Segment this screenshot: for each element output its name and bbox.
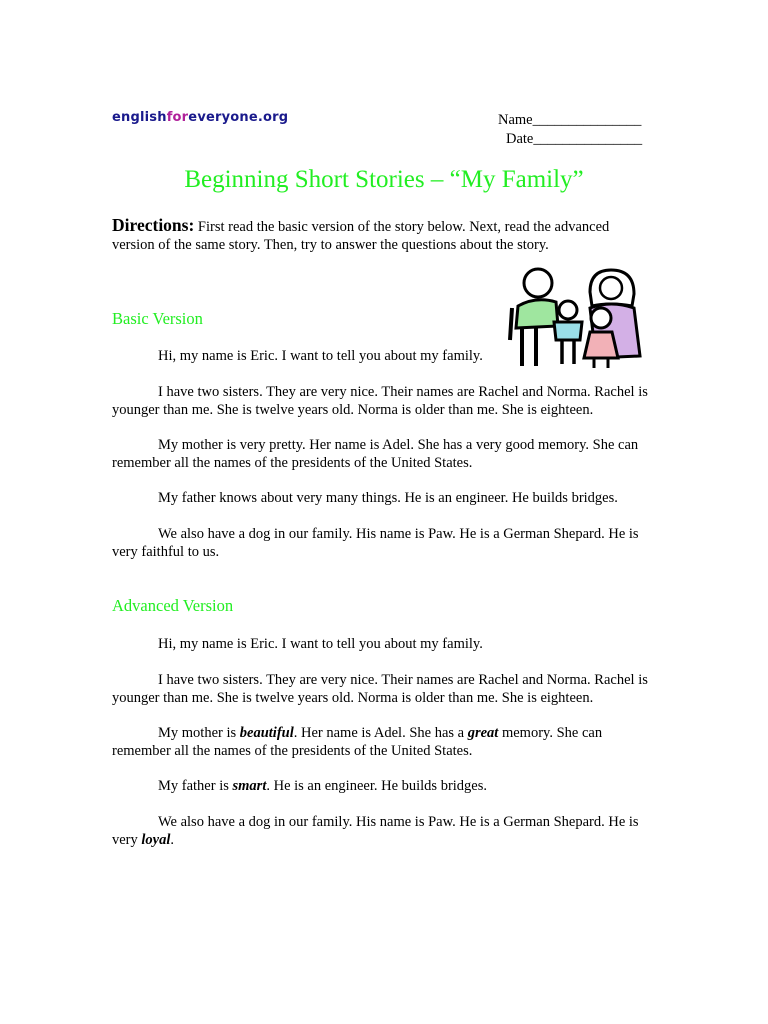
directions-text: First read the basic version of the story below. Next, read the advanced version of the same story. Then, try to answer the questions about the story.	[112, 219, 610, 253]
page-title: Beginning Short Stories – “My Family”	[184, 166, 584, 193]
directions	[112, 216, 652, 254]
basic-paragraph-5: We also have a dog in our family. His name is Paw. He is a German Shepard. He is very faithful to us.	[112, 526, 639, 560]
logo-part-everyone: everyone.org	[188, 110, 289, 125]
logo-part-english: english	[112, 110, 167, 125]
basic-version-heading: Basic Version	[112, 309, 203, 328]
basic-paragraph-2: I have two sisters. They are very nice. Their names are Rachel and Norma. Rachel is younger than me. She is twelve years old. Norma is older than me. She is eighteen.	[112, 384, 648, 418]
advanced-paragraph-3: My mother is beautiful. Her name is Adel. She has a great memory. She can remember all the names of the presidents of the United States.	[112, 725, 603, 759]
basic-paragraph-1: Hi, my name is Eric. I want to tell you about my family.	[158, 348, 483, 364]
emphasis-loyal: loyal	[141, 832, 171, 848]
advanced-paragraph-4: My father is smart. He is an engineer. He builds bridges.	[158, 778, 488, 794]
date-line: Date_______________	[506, 131, 643, 147]
name-date-block	[498, 111, 642, 149]
advanced-paragraph-1: Hi, my name is Eric. I want to tell you about my family.	[158, 636, 483, 652]
advanced-paragraph-5: We also have a dog in our family. His name is Paw. He is a German Shepard. He is very loyal.	[112, 814, 639, 848]
basic-paragraph-3: My mother is very pretty. Her name is Adel. She has a very good memory. She can remember all the names of the presidents of the United States.	[112, 437, 639, 471]
emphasis-smart: smart	[232, 778, 267, 794]
site-logo	[112, 110, 288, 125]
directions-label: Directions:	[112, 215, 195, 235]
advanced-paragraph-2: I have two sisters. They are very nice. Their names are Rachel and Norma. Rachel is younger than me. She is twelve years old. Norma is older than me. She is eighteen.	[112, 672, 648, 706]
emphasis-great: great	[467, 725, 499, 741]
logo-part-for: for	[166, 110, 189, 125]
advanced-version-heading: Advanced Version	[112, 596, 234, 615]
basic-paragraph-4: My father knows about very many things. He is an engineer. He builds bridges.	[158, 490, 618, 506]
name-line: Name_______________	[498, 112, 642, 128]
emphasis-beautiful: beautiful	[239, 725, 294, 741]
